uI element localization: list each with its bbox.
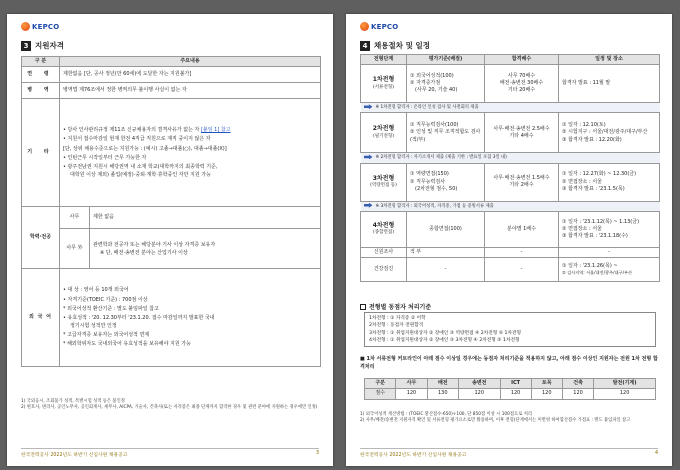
arrow-right-icon	[364, 203, 373, 208]
section-heading	[21, 40, 64, 51]
arrow-row	[361, 103, 660, 113]
arrow-note	[361, 103, 660, 113]
row-label-education: 학력·전공	[22, 207, 60, 269]
criteria-cell: 적 부	[407, 247, 485, 257]
schedule-cell	[559, 258, 660, 282]
schedule-cell	[559, 211, 660, 247]
table-header-row	[365, 379, 656, 389]
footnotes	[360, 412, 660, 424]
criteria-line: ① 직무능력검사(100)	[410, 122, 459, 129]
header-ratio: 합격배수	[485, 55, 559, 65]
item-text: 당사 인사관리규정 제11조 신규채용자의 결격사유가 없는 자	[67, 127, 200, 133]
list-item: • 인턴근무 시작일부터 근무 가능한 자	[63, 154, 147, 161]
stage-cell	[361, 163, 407, 201]
ratio-cell: 분야별 1배수	[485, 211, 559, 247]
list-item: • 자격기준(TOEIC 기준) : 700점 이상	[63, 296, 148, 303]
sub-label-non-office: 사무 外	[60, 229, 90, 269]
ratio-line: 사무·배전·송변전 1.5배수	[493, 174, 550, 181]
tiebreak-line: 2차전형 : 동점자 전원합격	[369, 323, 424, 329]
table-row	[22, 269, 321, 367]
row-label-language: 외 국 어	[22, 269, 60, 367]
cutoff-header: 사무	[396, 379, 427, 389]
section-number: 4	[360, 41, 370, 51]
tiebreak-title: 전형별 동점자 처리기준	[369, 304, 432, 311]
cutoff-cell: 120	[500, 389, 531, 399]
row-text-age: 제한없음 [단, 공사 정년(만 60세)에 도달한 자는 지원불가]	[60, 67, 321, 83]
item-text: 인턴근무 시작일부터 근무 가능한 자	[67, 154, 147, 161]
ratio-line: 기타 2배수	[509, 182, 534, 189]
header-category: 구 분	[22, 57, 60, 67]
stage-cell	[361, 65, 407, 103]
table-header-row	[22, 57, 321, 67]
table-row	[361, 258, 660, 282]
kepco-logo	[21, 22, 59, 31]
arrow-text: ※ 1차전형 합격자 : 온라인 인성 검사 및 사전회의 제출	[375, 105, 479, 111]
schedule-line: ① 일자 : 12.27(화) ~ 12.30(금)	[562, 171, 637, 178]
header-content: 주요내용	[60, 57, 321, 67]
cutoff-cell: 120	[562, 389, 593, 399]
stage-name: 3차전형	[372, 174, 395, 182]
header-criteria: 평가기준(배점)	[407, 55, 485, 65]
list-item: * 해외학위자도 국내외국어 유효성적을 보유해야 지원 가능	[63, 340, 191, 347]
footnote: 2) 사무/배전/송변전 지원자격 확인 및 서류전형 평가요소로만 활용하며, 이후 전형(단계에서는 미반영 하여합산점수 가점표 : 별도 붙임파일 참고	[360, 418, 631, 424]
table-row	[361, 163, 660, 201]
section-number: 3	[21, 41, 31, 51]
criteria-line: ① 역량면접(150)	[410, 171, 449, 178]
ratio-cell: -	[485, 247, 559, 257]
arrow-right-icon	[364, 154, 373, 159]
cutoff-header: 송변전	[458, 379, 500, 389]
list-item: * 외국어성적 환산기준 : 별도 붙임파일 참고	[63, 305, 159, 312]
cutoff-header: 토목	[531, 379, 562, 389]
list-item: • 당사 인사관리규정 제11조 신규채용자의 결격사유가 없는 자 [붙임 1] 참고	[63, 127, 231, 133]
ratio-cell: -	[485, 258, 559, 282]
page-number: 3	[315, 451, 319, 456]
item-text: 자격기준(TOEIC 기준) : 700점 이상	[67, 296, 148, 303]
page-footer	[21, 448, 319, 458]
footer-text: 한국전력공사 2022년도 하반기 신입사원 채용공고	[360, 453, 467, 458]
footer-text: 한국전력공사 2022년도 하반기 신입사원 채용공고	[21, 453, 128, 458]
table-row	[22, 67, 321, 83]
schedule-line: ③ 합격자 발표 : 12.20(화)	[562, 136, 622, 143]
criteria-line: ① 외국어성적(100)	[410, 72, 454, 79]
table-row	[22, 207, 321, 229]
footnote: 1) 국외응시, 조회불가 성적, 특별시험 성적 등은 불인정	[21, 399, 125, 404]
tiebreak-box	[364, 312, 656, 347]
list-item: 대학원 이상 제외) 졸업(예정)·중퇴·재학·휴학중인 자만 지원 가능	[70, 172, 211, 179]
list-item: 정기시험 성적만 인정	[70, 323, 117, 330]
ratio-line: 사무·배전·송변전 2.5배수	[493, 125, 550, 132]
logo-text: KEPCO	[32, 22, 60, 31]
table-row	[361, 65, 660, 103]
table-row	[361, 211, 660, 247]
stage-sub: (서류전형)	[373, 84, 394, 90]
qualification-table	[21, 56, 321, 367]
cutoff-header: 배전	[427, 379, 458, 389]
item-text: 유효성적 : '20. 12.30부터 '23.1.20. 접수 마감일까지 발표한 국내	[67, 315, 215, 322]
sub-text-office: 제한 없음	[90, 207, 321, 229]
tiebreak-line: 4차전형 : ① 취업지원대상자 ② 장애인 ③ 3차전형 ④ 2차전형 ⑤ 1차전형	[369, 337, 520, 343]
cutoff-cell: 120	[594, 389, 656, 399]
table-row	[361, 247, 660, 257]
arrow-right-icon	[364, 104, 373, 109]
item-text: 광주전남권 지원시 해당권역 내 소재 학교(대학까지의 최종학력 기준,	[67, 164, 218, 170]
arrow-note	[361, 201, 660, 211]
tiebreak-line: 1차전형 : ① 자격증 ② 어학	[369, 316, 426, 321]
row-text-military: 병역법 제76조에서 정한 병역의무 불이행 사실이 없는 자	[60, 83, 321, 99]
criteria-cell	[407, 65, 485, 103]
row-label-other: 기 타	[22, 99, 60, 207]
process-table	[360, 54, 660, 282]
arrow-note	[361, 153, 660, 163]
schedule-cell	[559, 163, 660, 201]
ratio-cell	[485, 163, 559, 201]
stage-name: 건강검진	[361, 258, 407, 282]
page-4	[346, 14, 672, 466]
ratio-line: 기타 4배수	[509, 132, 534, 139]
ratio-line: 기타 20배수	[507, 87, 536, 94]
table-row	[22, 83, 321, 99]
table-row	[22, 99, 321, 207]
list-item: • 유효성적 : '20. 12.30부터 '23.1.20. 접수 마감일까지 발표한 국내	[63, 315, 215, 322]
attachment-link[interactable]: [붙임 1] 참고	[200, 127, 231, 133]
item-text: 지원서 접수마감일 현재 한전 4직급 직원으로 재직 중이지 않은 자	[67, 136, 211, 143]
sub-label-office: 사무	[60, 207, 90, 229]
table-row	[22, 229, 321, 269]
schedule-line: ② 면접장소 : 서울	[562, 178, 602, 185]
schedule-line: ② 시험지구 : 서울/대전/광주/대구/부산	[562, 129, 648, 136]
logo-text: KEPCO	[371, 22, 399, 31]
ratio-line: 사무 70배수	[507, 72, 536, 79]
stage-sub: (역량면접 등)	[370, 183, 397, 189]
row-content-language	[60, 269, 321, 367]
ratio-line: 배전·송변전 30배수	[499, 80, 544, 87]
section-title: 지원자격	[35, 41, 64, 50]
section-heading	[360, 40, 430, 51]
table-row	[365, 389, 656, 399]
page-footer	[360, 448, 658, 458]
cutoff-cell: 120	[396, 389, 427, 399]
page-3	[7, 14, 333, 466]
cutoff-cell: 120	[458, 389, 500, 399]
header-schedule: 일정 및 장소	[559, 55, 660, 65]
criteria-line: (2차전형 점수, 50)	[415, 185, 458, 192]
stage-sub: (종합면접)	[373, 230, 394, 236]
schedule-line: ③ 합격자 발표 : '23.1.5(목)	[562, 185, 625, 192]
arrow-text: ※ 2차전형 합격자 : 자기소개서 제출 (제출 기한 : 발표일 포함 3일 내)	[375, 155, 507, 161]
schedule-line: ③ 합격자 발표 : '23.1.18(수)	[562, 233, 628, 240]
footnote: 1) 외국어성적 계산방법 : (TOEIC 환산점수-650)÷100, 단 850점 이상 시 100점으로 처리	[360, 412, 533, 417]
schedule-line: ① 일자 : 12.10(토)	[562, 122, 606, 129]
ratio-cell	[485, 113, 559, 153]
schedule-line: ① 일자 : '23.1.26(목) ~	[562, 262, 618, 269]
criteria-line: ② 인성 및 직무 조직적합도 검사 (적/부)	[410, 129, 481, 143]
sub-note: ※ 단, 배전·송변전 분야는 산업기사 이상	[100, 249, 188, 256]
stage-cell	[361, 113, 407, 153]
criteria-cell	[407, 163, 485, 201]
cutoff-cell: 130	[427, 389, 458, 399]
tiebreak-heading	[360, 302, 431, 311]
schedule-cell	[559, 113, 660, 153]
row-label-military: 병 역	[22, 83, 60, 99]
cutoff-header: ICT	[500, 379, 531, 389]
stage-sub: (필기전형)	[373, 134, 394, 140]
header-stage: 전형단계	[361, 55, 407, 65]
arrow-text: ※ 3차전형 합격자 : 외국어성적, 자격증, 가점 등 증빙서류 제출	[375, 203, 494, 209]
schedule-line: ② 검사지역: 서울/대전/광주/대구/부산	[562, 270, 633, 276]
footnote: 2) 변호사, 변리사, 공인노무사, 공인회계사, 세무사, AICPA, 기술사, 건축사(또는 자격증은 최종 단계까지 합격한 경우 및 관련 분야에 지원하는 경우에만 인정)	[21, 405, 318, 411]
table-header-row	[361, 55, 660, 65]
list-item: • 지원서 접수마감일 현재 한전 4직급 직원으로 재직 중이지 않은 자	[63, 136, 211, 143]
cutoff-cell: 120	[531, 389, 562, 399]
schedule-cell: 합격자 발표 : 11월 말	[559, 65, 660, 103]
list-item: [단, 상위 채용수준으로는 지원가능 : (예시) 고졸→대졸(○), 대졸→대졸(X)]	[63, 145, 227, 152]
footnotes	[21, 399, 321, 411]
stage-name: 신원조사	[361, 247, 407, 257]
kepco-logo-icon	[360, 22, 369, 31]
cutoff-header: 발전(기계)	[594, 379, 656, 389]
list-item: • 광주전남권 지원시 해당권역 내 소재 학교(대학까지의 최종학력 기준,	[63, 164, 218, 170]
schedule-cell: -	[559, 247, 660, 257]
row-content-other	[60, 99, 321, 207]
cutoff-header: 건축	[562, 379, 593, 389]
page-number: 4	[654, 451, 658, 456]
criteria-cell: -	[407, 258, 485, 282]
schedule-line: ② 면접장소 : 서울	[562, 225, 602, 232]
row-label-age: 연 령	[22, 67, 60, 83]
list-item: • 대 상 : 영어 등 10개 외국어	[63, 287, 129, 294]
item-text: 대 상 : 영어 등 10개 외국어	[67, 287, 129, 294]
arrow-row	[361, 153, 660, 163]
cutoff-cell: 점수	[365, 389, 396, 399]
cutoff-table	[364, 378, 656, 400]
arrow-row	[361, 201, 660, 211]
section-title: 채용절차 및 일정	[374, 41, 430, 50]
tiebreak-line: 3차전형 : ① 취업지원대상자 ② 장애인 ③ 역량면접 ④ 2차전형 ⑤ 1차전형	[369, 330, 522, 336]
list-item: * 고급자격증 보유자는 외국어성적 면제	[63, 331, 150, 338]
criteria-cell: 종합면접(100)	[407, 211, 485, 247]
stage-name: 2차전형	[372, 125, 395, 133]
square-bullet-icon	[360, 304, 366, 310]
criteria-line: ② 직무능력검사	[410, 178, 446, 185]
sub-content-non-office	[90, 229, 321, 269]
criteria-cell	[407, 113, 485, 153]
ratio-cell	[485, 65, 559, 103]
stage-name: 1차전형	[372, 76, 395, 84]
criteria-line: ② 자격증가점	[410, 80, 441, 87]
kepco-logo	[360, 22, 398, 31]
schedule-line: ① 일자 : '23.1.12(목) ~ 1.13(금)	[562, 218, 640, 225]
cutoff-notice: ■ 1차 서류전형 커트라인이 아래 점수 이상일 경우에는 동점자 처리기준을 적용하지 않고, 아래 점수 이상인 지원자는 전원 1차 전형 합격처리	[360, 356, 658, 370]
criteria-line: (사무 20, 기술 40)	[415, 87, 458, 94]
table-row	[361, 113, 660, 153]
stage-cell	[361, 211, 407, 247]
kepco-logo-icon	[21, 22, 30, 31]
sub-text: 관련학과 전공자 또는 해당분야 기사 이상 자격증 보유자	[93, 241, 216, 248]
cutoff-header: 구분	[365, 379, 396, 389]
stage-name: 4차전형	[372, 221, 395, 229]
